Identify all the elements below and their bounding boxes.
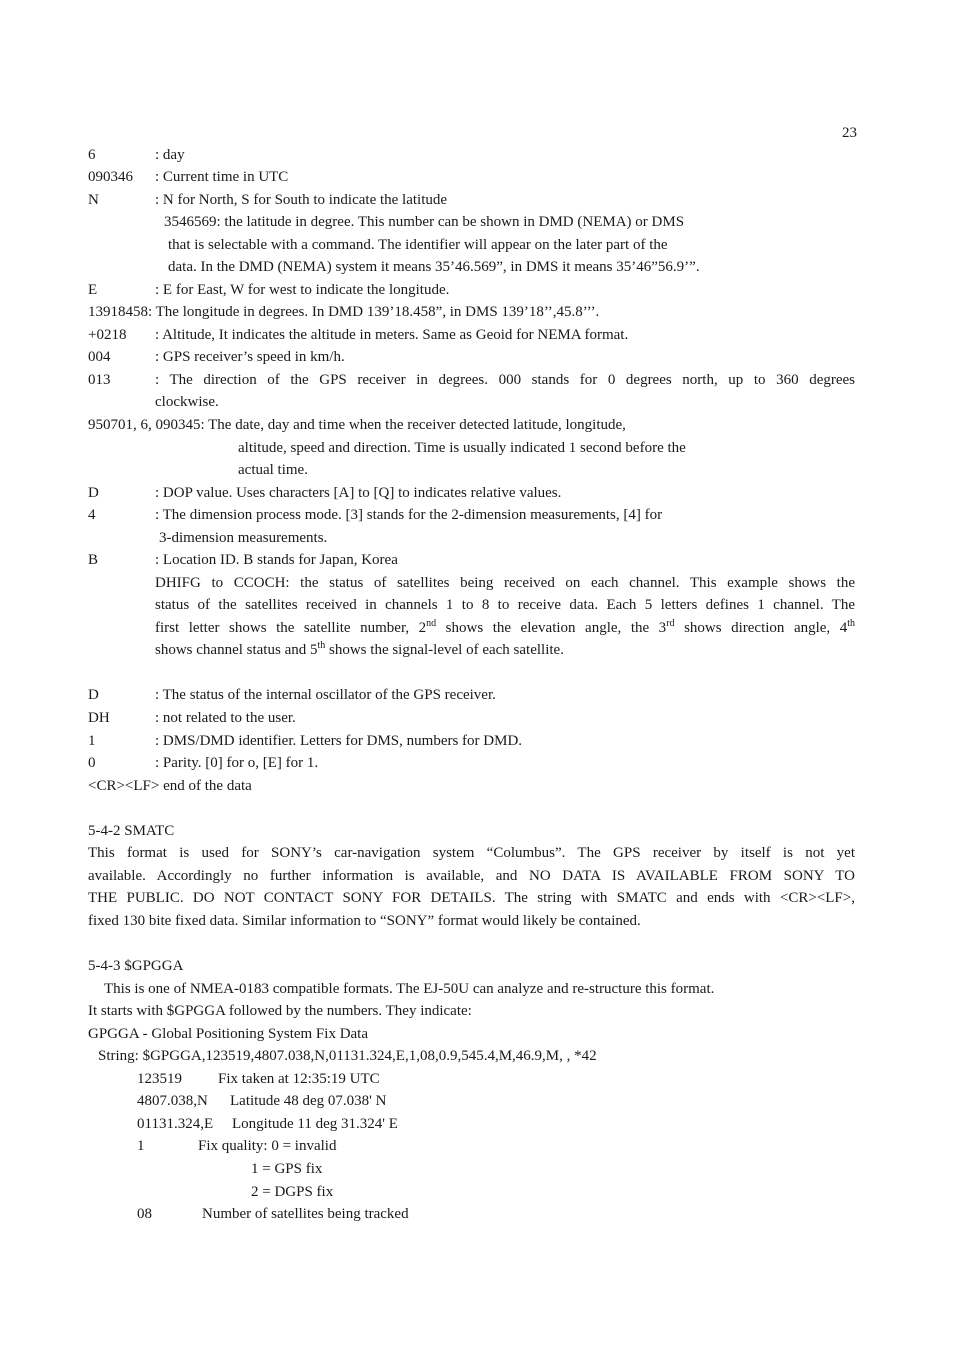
ordinal-suffix: th [317,640,326,651]
field-continuation: 3546569: the latitude in degree. This number can be shown in DMD (NEMA) or DMS [164,214,685,230]
field-code: 013 [88,372,111,388]
field-full-line: 13918458: The longitude in degrees. In DMD 139’18.458”, in DMS 139’18’’,45.8’’’. [88,304,600,320]
field-code: 090346 [88,169,133,185]
ordinal-suffix: nd [426,618,437,629]
paragraph-line: available. Accordingly no further information is available, and NO DATA IS AVAILABLE FROM SONY TO [88,868,855,884]
fix-quality-option: 2 = DGPS fix [251,1184,334,1200]
gpgga-field-description: Longitude 11 deg 31.324' E [232,1116,398,1132]
field-description: : Altitude, It indicates the altitude in meters. Same as Geoid for NEMA format. [155,327,629,343]
paragraph-line: This format is used for SONY’s car-navigation system “Columbus”. The GPS receiver by itself is not yet [88,845,855,861]
paragraph-line: It starts with $GPGGA followed by the numbers. They indicate: [88,1003,472,1019]
field-continuation: altitude, speed and direction. Time is usually indicated 1 second before the [238,440,686,456]
field-description: : Parity. [0] for o, [E] for 1. [155,755,319,771]
gpgga-field-code: 01131.324,E [137,1116,214,1132]
field-description: : E for East, W for west to indicate the longitude. [155,282,450,298]
field-full-line: 950701, 6, 090345: The date, day and time when the receiver detected latitude, longitude, [88,417,626,433]
gpgga-field-description: Latitude 48 deg 07.038' N [230,1093,387,1109]
paragraph-line: THE PUBLIC. DO NOT CONTACT SONY FOR DETAILS. The string with SMATC and ends with <CR><LF>, [88,890,855,906]
field-code: B [88,552,99,568]
text-segment: shows the elevation angle, the 3 [436,620,667,636]
field-description: : The direction of the GPS receiver in degrees. 000 stands for 0 degrees north, up to 360 degrees [155,372,855,388]
paragraph-line: This is one of NMEA-0183 compatible formats. The EJ-50U can analyze and re-structure this format. [104,981,715,997]
field-description: : day [155,147,185,163]
field-code: 6 [88,147,96,163]
gpgga-field-description: Fix quality: 0 = invalid [198,1138,337,1154]
field-description: : Current time in UTC [155,169,289,185]
field-code: 0 [88,755,96,771]
gpgga-field-description: Number of satellites being tracked [202,1206,409,1222]
gpgga-title: GPGGA - Global Positioning System Fix Data [88,1026,369,1042]
field-continuation: clockwise. [155,394,219,410]
gpgga-field-code: 4807.038,N [137,1093,208,1109]
field-code: DH [88,710,110,726]
field-code: E [88,282,98,298]
field-code: N [88,192,99,208]
field-description: : N for North, S for South to indicate the latitude [155,192,448,208]
field-code: 004 [88,349,111,365]
paragraph-line: status of the satellites received in channels 1 to 8 to receive data. Each 5 letters defines 1 channel. The [155,597,855,613]
text-segment: shows channel status and 5 [155,642,318,658]
page-number: 23 [842,125,857,141]
paragraph-line [155,619,855,637]
end-of-data-line: <CR><LF> end of the data [88,778,252,794]
gpgga-field-code: 123519 [137,1071,182,1087]
field-description: : not related to the user. [155,710,296,726]
paragraph-line: fixed 130 bite fixed data. Similar information to “SONY” format would likely be contained. [88,913,641,929]
section-heading: 5-4-3 $GPGGA [88,958,184,974]
field-description: : DOP value. Uses characters [A] to [Q] to indicates relative values. [155,485,562,501]
field-code: D [88,485,99,501]
fix-quality-option: 1 = GPS fix [251,1161,323,1177]
field-description: : GPS receiver’s speed in km/h. [155,349,345,365]
text-segment: shows the signal-level of each satellite. [325,642,564,658]
field-description: : The dimension process mode. [3] stands for the 2-dimension measurements, [4] for [155,507,663,523]
field-continuation: data. In the DMD (NEMA) system it means 35’46.569”, in DMS it means 35’46”56.9’”. [168,259,700,275]
ordinal-suffix: th [847,618,855,629]
text-segment: shows direction angle, 4 [674,620,848,636]
gpgga-field-code: 08 [137,1206,152,1222]
ordinal-suffix: rd [666,618,675,629]
paragraph-line: DHIFG to CCOCH: the status of satellites being received on each channel. This example shows the [155,575,855,591]
paragraph-line [155,641,564,659]
gpgga-field-code: 1 [137,1138,145,1154]
field-code: 4 [88,507,96,523]
field-continuation: actual time. [238,462,308,478]
field-code: 1 [88,733,96,749]
field-description: : DMS/DMD identifier. Letters for DMS, numbers for DMD. [155,733,523,749]
gpgga-field-description: Fix taken at 12:35:19 UTC [218,1071,380,1087]
field-code: D [88,687,99,703]
section-heading: 5-4-2 SMATC [88,823,175,839]
field-continuation: 3-dimension measurements. [159,530,328,546]
field-description: : Location ID. B stands for Japan, Korea [155,552,398,568]
field-continuation: that is selectable with a command. The identifier will appear on the later part of the [168,237,668,253]
gpgga-example-string: String: $GPGGA,123519,4807.038,N,01131.324,E,1,08,0.9,545.4,M,46.9,M, , *42 [98,1048,597,1064]
text-segment: first letter shows the satellite number, 2 [155,620,427,636]
field-code: +0218 [88,327,127,343]
field-description: : The status of the internal oscillator of the GPS receiver. [155,687,496,703]
